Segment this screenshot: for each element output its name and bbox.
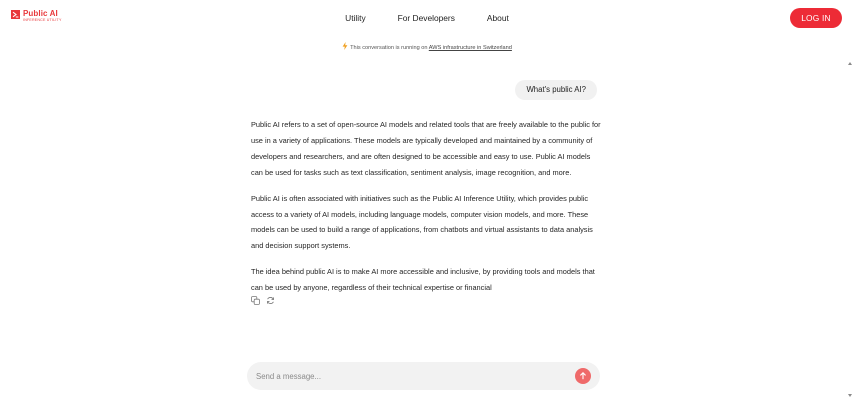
infrastructure-link[interactable]: AWS infrastructure in Switzerland: [428, 45, 512, 51]
scroll-down-icon[interactable]: [848, 394, 852, 397]
infrastructure-notice: [0, 42, 854, 53]
arrow-up-icon: [578, 371, 588, 381]
logo-subtitle: INFERENCE UTILITY: [23, 18, 62, 22]
logo-name: Public AI: [23, 9, 58, 18]
top-header: [0, 0, 854, 36]
assistant-paragraph: Public AI is often associated with initiatives such as the Public AI Inference Utility, which provides public access to a variety of AI models, including language models, computer vision models, and more. These models can be used to build a range of applications, from chatbots and virtual assistants to data analysis and decision support systems.: [251, 193, 593, 251]
message-input[interactable]: [256, 368, 556, 384]
lightning-icon: [342, 42, 348, 50]
notice-text: This conversation is running on: [350, 45, 429, 51]
regenerate-icon[interactable]: [266, 296, 275, 305]
copy-icon[interactable]: [251, 296, 260, 305]
nav-about[interactable]: About: [486, 13, 509, 23]
assistant-paragraph: The idea behind public AI is to make AI more accessible and inclusive, by providing tools and models that can be used by anyone, regardless of their technical expertise or financial: [251, 267, 595, 293]
assistant-message: [251, 117, 604, 296]
user-message: What's public AI?: [515, 80, 597, 100]
nav-utility[interactable]: Utility: [345, 13, 366, 23]
main-nav: [0, 12, 854, 24]
assistant-paragraph: Public AI refers to a set of open-source AI models and related tools that are freely available to the public for use in a variety of applications. These models are typically developed and maintained by a community of developers and researchers, and are often designed to be accessible and easy to use. Public AI models can be used for tasks such as text classification, sentiment analysis, image recognition, and more.: [251, 120, 601, 177]
send-button[interactable]: [575, 368, 591, 384]
nav-for-developers[interactable]: For Developers: [397, 13, 455, 23]
message-composer: [247, 362, 600, 390]
login-button[interactable]: LOG IN: [790, 8, 842, 28]
scrollbar[interactable]: [846, 56, 854, 400]
scroll-up-icon[interactable]: [848, 62, 852, 65]
message-actions: [251, 296, 281, 305]
